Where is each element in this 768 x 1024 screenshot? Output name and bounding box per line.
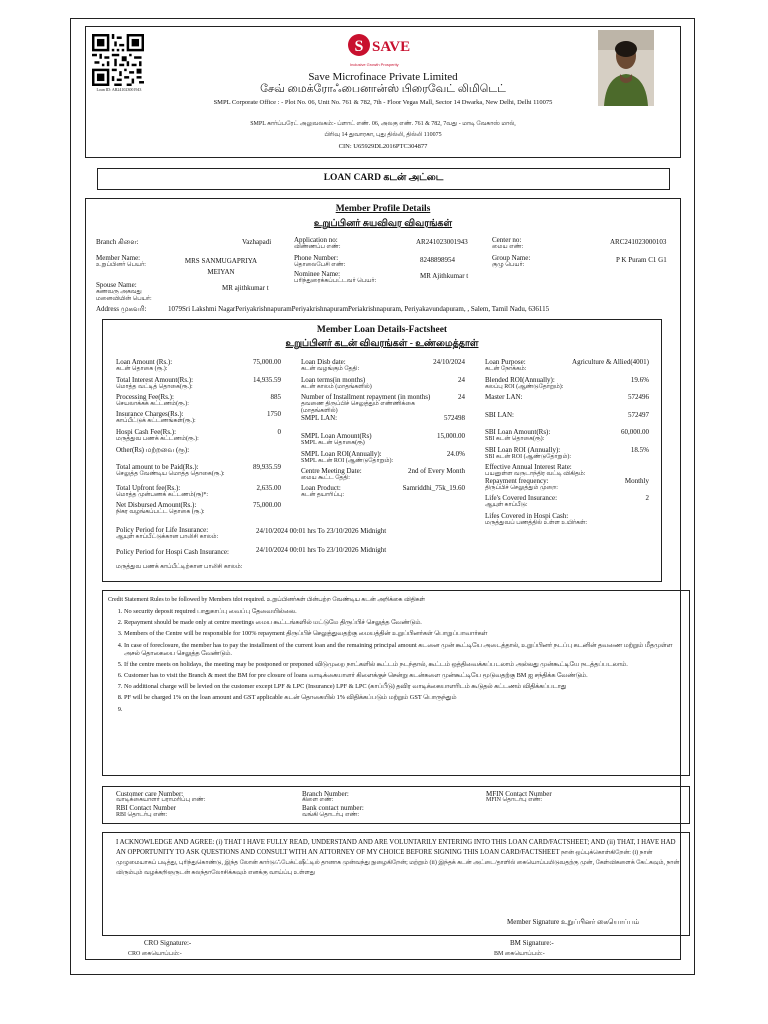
acknowledgement-english: I ACKNOWLEDGE AND AGREE: (i) THAT I HAVE FULLY READ, UNDERSTAND AND ARE VOLUNTARILY ENTERING INTO THIS LOAN CARD/FACTSHEET; AND (ii) THAT, I HAVE HAD AN OPPORTUNITY TO ASK QUESTIONS AND CONSULT WITH AN ATTORNEY OF MY CHOICE BEFORE SIGNING THIS LOAN CARD/FACTSHEET [116,839,676,856]
acknowledgement-tamil: நான் ஒப்புக்கொள்கிறேன்: (i) நான் முழுமையாகப் படித்து, புரிந்துகொண்டு, இந்த லோன் கார்டு/ஃபேக்ட்ஷீட்டில் தானாக முன்வந்து நுழைகிறேன்; மற்றும் (ii) இந்தக் கடன் அட்டை/தாளில் கையொப்பமிடுவதற்கு முன், கேள்விகளைக் கேட்கவும், நான் விரும்பும் வழக்கறிஞருடன் கலந்தாலோசிக்கவும் எனக்கு வாய்ப்பு உள்ளது [116,849,680,876]
nominee-label-tamil: பரிந்துரைக்கப்பட்டவர் பெயர்: [294,278,377,284]
col1-item-value: 75,000.00 [253,358,281,366]
col1-item-value: 0 [277,428,281,436]
bank-contact-label: Bank contact number: [302,804,364,812]
col3-item-value: 2 [645,494,649,502]
col3-item-label: SBI Loan Amount(Rs): [485,428,551,436]
branch-number-label-tamil: கிளை எண்: [302,797,334,803]
office-address-tamil-1: SMPL கார்ப்பரேட் அலுவலகம்:- ப்ளாட் எண். 06, அலகு எண். 761 & 782, 7வது - மாடி வேகாஸ் மால், [250,121,516,127]
col3-item-label-tamil: பயனுள்ள வருடாந்திர வட்டி விகிதம்: [485,471,586,477]
col1-item-label-tamil: செலுத்த வேண்டிய மொத்த தொகை(ரூ.): [116,471,225,477]
address-value: 1079Sri Lakshmi NagarPeriyakrishnapuramPeriyakrishnapuramPeriakrishnapuram, Periyakavundapuram, , Salem, Tamil Nadu, 636115 [168,305,550,313]
profile-title-tamil: உறுப்பினர் சுயவிவர விவரங்கள் [313,219,453,229]
col3-item-label: Effective Annual Interest Rate: [485,463,572,471]
col1-item-value: 89,935.59 [253,463,281,471]
branch-label: Branch கிளை: [96,238,139,246]
col3-item-label-tamil: SBI கடன் தொகை(ரூ): [485,436,545,442]
col3-item-value: Monthly [624,477,649,485]
member-name-value: MRS SANMUGAPRIYA MEIYAN [184,257,258,276]
nominee-label: Nominee Name: [294,270,341,278]
col2-item-label-tamil: கடன் வழங்கும் தேதி: [301,366,360,372]
col3-item-value: Agriculture & Allied(4001) [572,358,649,366]
acknowledgement-text [116,838,680,877]
col2-item-label-tamil: SMPL கடன் தொகை(ரூ) [301,440,365,446]
col2-item-value: Samriddhi_75k_19.60 [402,484,465,492]
col3-item-value: 60,000.00 [621,428,649,436]
col1-item-label: Insurance Charges(Rs.): [116,410,184,418]
col2-item-label-tamil: தவணை திருப்பிச் செலுத்தும் எண்ணிக்கை (மாதங்களில்) [301,401,415,414]
phone-value: 8248898954 [420,256,455,264]
office-address: SMPL Corporate Office : - Plot No. 06, Unit No. 761 & 782, 7th - Floor Vegas Mall, Sector 14 Dwarka, New Delhi, Delhi 110075 [213,99,553,106]
member-signature-label: Member Signature உறுப்பினர் கையொப்பம் [507,918,640,926]
loan-details-title-tamil: உறுப்பினர் கடன் விவரங்கள் - உண்மைத்தாள் [285,339,479,349]
col2-item-label-tamil: SMPL கடன் ROI (ஆண்டுதோறும்): [301,458,394,464]
nominee-value: MR Ajithkumar t [420,272,469,280]
col1-item-label: Total amount to be Paid(Rs.): [116,463,199,471]
policy-hospi-value: 24/10/2024 00:01 hrs To 23/10/2026 Midnight [256,546,387,554]
bank-contact-label-tamil: வங்கி தொடர்பு எண்: [302,812,359,818]
col1-item-label: Processing Fee(Rs.): [116,393,174,401]
col1-item-value: 2,635.00 [256,484,281,492]
company-logo [348,30,416,70]
rule-item: 3. Members of the Centre will be responsible for 100% repayment திருப்பிச் செலுத்துவதற்கு மையத்தின் உறுப்பினர்கள் பொறுப்பாவார்கள் [124,630,684,638]
col3-item-label: SBI Loan ROI (Annually): [485,446,561,454]
col2-item-label: Loan Disb date: [301,358,346,366]
rule-item: 5. If the centre meets on holidays, the meeting may be postponed or preponed விடுமுறை நாட்களில் கூட்டம் நடந்தால், கூட்டம் ஒத்திவைக்கப்படலாம் அல்லது முன்கூட்டியே நடத்தப்படலாம். [124,661,684,669]
spouse-label-tamil: கணவரு அகவது மனைவியின் பெயர்: [96,289,152,302]
col3-item-label-tamil: கலப்பு ROI (ஆண்டுதோறும்): [485,384,564,390]
col2-item-value: 24.0% [446,450,465,458]
svg-text:Inclusive Growth Prosperity: Inclusive Growth Prosperity [350,62,399,67]
col2-item-value: 15,000.00 [437,432,465,440]
col3-item-label-tamil: மருத்துவப் பணத்தில் உள்ள உயிர்கள்: [485,520,588,526]
col1-item-label-tamil: காப்பீட்டுக் கட்டணங்கள்(ரூ.): [116,418,196,424]
phone-label: Phone Number: [294,254,339,262]
col1-item-value: 75,000.00 [253,501,281,509]
qr-caption: Loan ID: AR241023001943 [96,87,142,92]
mfin-label: MFIN Contact Number [486,790,552,798]
col3-item-label: Loan Purpose: [485,358,526,366]
col2-item-value: 24 [458,376,465,384]
member-name-label-tamil: உறுப்பினர் பெயர்: [96,262,146,268]
col2-item-label: Loan terms(in months) [301,376,366,384]
col1-item-label: Total Upfront fee(Rs.): [116,484,181,492]
col3-item-label-tamil: திருப்பிச் செலுத்தும் முறை: [485,485,558,491]
rbi-label-tamil: RBI தொடர்பு எண்: [116,812,168,818]
spouse-label: Spouse Name: [96,281,137,289]
col2-item-label: SMPL LAN: [301,414,338,422]
bm-signature-label: BM Signature:- [510,939,554,947]
customer-care-label-tamil: வாடிக்கையாளர் பராமரிப்பு எண்: [116,797,206,803]
rules-intro: Credit Statement Rules to be followed by Members tdot required. உறுப்பினர்கள் பின்பற்ற வேண்டிய கடன் அறிக்கை விதிகள் [108,597,425,603]
qr-code [92,34,144,86]
group-label: Group Name: [492,254,531,262]
application-label: Application no: [294,236,338,244]
col3-item-label-tamil: SBI கடன் ROI (ஆண்டுதோறும்): [485,454,571,460]
col1-item-label: Hospi Cash Fee(Rs.): [116,428,177,436]
member-photo [598,30,654,106]
col1-item-label: Net Disbursed Amount(Rs.): [116,501,197,509]
cro-signature-label-tamil: CRO கையொப்பம்:- [128,951,182,957]
member-name-label: Member Name: [96,254,141,262]
col1-item-label-tamil: மொத்த முன்பணக் கட்டணம்(ரூ)*: [116,492,209,498]
col3-item-label: SBI LAN: [485,411,514,419]
col3-item-value: 572497 [628,411,649,419]
col3-item-value: 19.6% [630,376,649,384]
svg-text:SAVE: SAVE [372,39,411,55]
cro-signature-label: CRO Signature:- [144,939,192,947]
col1-item-label-tamil: கடன் தொகை (ரூ.): [116,366,168,372]
svg-text:S: S [354,38,364,55]
rule-item: 2. Repayment should be made only at centre meetings மைய கூட்டங்களில் மட்டுமே திருப்பிச் செலுத்த வேண்டும். [124,619,684,627]
col2-item-label-tamil: கடன் காலம் (மாதங்களில்) [301,384,372,390]
company-name: Save Microfinace Private Limited [308,71,458,83]
col3-item-label: Master LAN: [485,393,523,401]
col2-item-label: Loan Product: [301,484,341,492]
loan-card-title: LOAN CARD கடன் அட்டை [323,173,444,183]
group-value: P K Puram C1 G1 [616,256,667,264]
col1-item-label: Other(Rs) மற்றவை (ரூ): [116,446,190,454]
application-value: AR241023001943 [416,238,468,246]
col3-item-label-tamil: ஆயுள் காப்பீடு: [485,502,528,508]
rule-item: 8. PF will be charged 1% on the loan amount and GST applicable கடன் தொகையில் 1% விதிக்கப்படும் மற்றும் GST பொருந்தும் [124,694,684,702]
rule-item: 6. Customer has to visit the Branch & meet the BM for pre closure of loans வாடிக்கையாளர் கிளைக்குச் சென்று கடன்களை முன்கூட்டியே மூடுவதற்கு BM ஐ சந்திக்க வேண்டும். [124,672,684,680]
spouse-value: MR ajithkumar t [222,284,269,292]
col2-item-label: SMPL Loan ROI(Annually): [301,450,382,458]
col2-item-label: SMPL Loan Amount(Rs) [301,432,372,440]
loan-details-title: Member Loan Details-Factsheet [316,325,448,335]
bm-signature-label-tamil: BM கையொப்பம்:- [494,951,545,957]
cin-number: CIN: U65929DL2016PTC304877 [338,143,428,150]
col1-item-label-tamil: செயலாக்கக் கட்டணம்(ரூ.): [116,401,189,407]
col1-item-value: 885 [270,393,281,401]
col2-item-value: 572498 [444,414,465,422]
customer-care-label: Customer care Number: [116,790,184,798]
col2-item-value: 24 [458,393,465,401]
rule-item: 1. No security deposit required பாதுகாப்பு வைப்பு தேவையில்லை. [124,608,684,616]
rules-list [124,608,684,717]
col1-item-label-tamil: மருத்துவ பணக் கட்டணம்(ரூ.): [116,436,199,442]
application-label-tamil: விண்ணப்ப எண்: [294,244,341,250]
center-value: ARC241023000103 [610,238,667,246]
col1-item-label-tamil: மொத்த வட்டித் தொகை(ரூ.): [116,384,193,390]
rbi-label: RBI Contact Number [116,804,176,812]
col1-item-label: Loan Amount (Rs.): [116,358,173,366]
branch-number-label: Branch Number: [302,790,349,798]
office-address-tamil-2: பிரிவு 14 துவாரகா, புது தில்லி, தில்லி 110075 [324,132,442,138]
policy-hospi-label: Policy Period for Hospi Cash Insurance: [116,548,229,556]
phone-label-tamil: தொலைபேசி எண்: [294,262,346,268]
company-name-tamil: சேவ் மைக்ரோஃபைனான்ஸ் பிரைவேட் லிமிடெட் [260,83,506,95]
address-label: Address முகவரி: [96,305,147,313]
col3-item-value: 18.5% [630,446,649,454]
policy-life-value: 24/10/2024 00:01 hrs To 23/10/2026 Midnight [256,527,387,535]
col2-item-value: 2nd of Every Month [408,467,465,475]
col3-item-label: Blended ROI(Annually): [485,376,555,384]
col3-item-value: 572496 [628,393,649,401]
group-label-tamil: குழு பெயர்: [492,262,525,268]
mfin-label-tamil: MFIN தொடர்பு எண்: [486,797,543,803]
col2-item-label: Number of Installment repayment (in months) [301,393,431,401]
center-label-tamil: மைய எண்: [492,244,524,250]
rule-item [124,706,684,714]
col2-item-value: 24/10/2024 [433,358,465,366]
col1-item-label: Total Interest Amount(Rs.): [116,376,194,384]
policy-hospi-label-tamil: மருத்துவ பணக் காப்பீட்டிற்கான பாலிசி காலம்: [116,564,243,570]
col3-item-label: Lifes Covered in Hospi Cash: [485,512,569,520]
col1-item-label-tamil: நிகர வழங்கப்பட்ட தொகை (ரூ.): [116,509,205,515]
policy-life-label-tamil: ஆயுள் காப்பீட்டுக்கான பாலிசி காலம்: [116,534,219,540]
rule-item: 7. No additional charge will be levied on the customer except LPF & LPC (Insurance) LPF & LPC (காப்பீடு) தவிர வாடிக்கையாளரிடம் கூடுதல் கட்டணம் விதிக்கப்படாது [124,683,684,691]
col1-item-value: 1750 [267,410,281,418]
col1-item-value: 14,935.59 [253,376,281,384]
policy-life-label: Policy Period for Life Insurance: [116,526,209,534]
col3-item-label: Repayment frequency: [485,477,549,485]
contacts-box [102,786,690,824]
col2-item-label-tamil: கடன் தயாரிப்பு: [301,492,345,498]
branch-value: Vazhapadi [242,238,272,246]
col2-item-label: Centre Meeting Date: [301,467,362,475]
col3-item-label: Life's Covered Insurance: [485,494,558,502]
center-label: Center no: [492,236,522,244]
rule-item: 4. In case of foreclosure, the member has to pay the installment of the current loan and the remaining principal amount கடனை முன் கூட்டியே அடைத்தால், உறுப்பினர் நடப்பு கடனின் தவணை மற்றும் மீதமுள்ள அசல் தொகையை செலுத்த வேண்டும். [124,642,684,658]
col3-item-label-tamil: கடன் நோக்கம்: [485,366,527,372]
col2-item-label-tamil: மைய கூட்ட தேதி: [301,475,350,481]
profile-title: Member Profile Details [335,204,431,214]
